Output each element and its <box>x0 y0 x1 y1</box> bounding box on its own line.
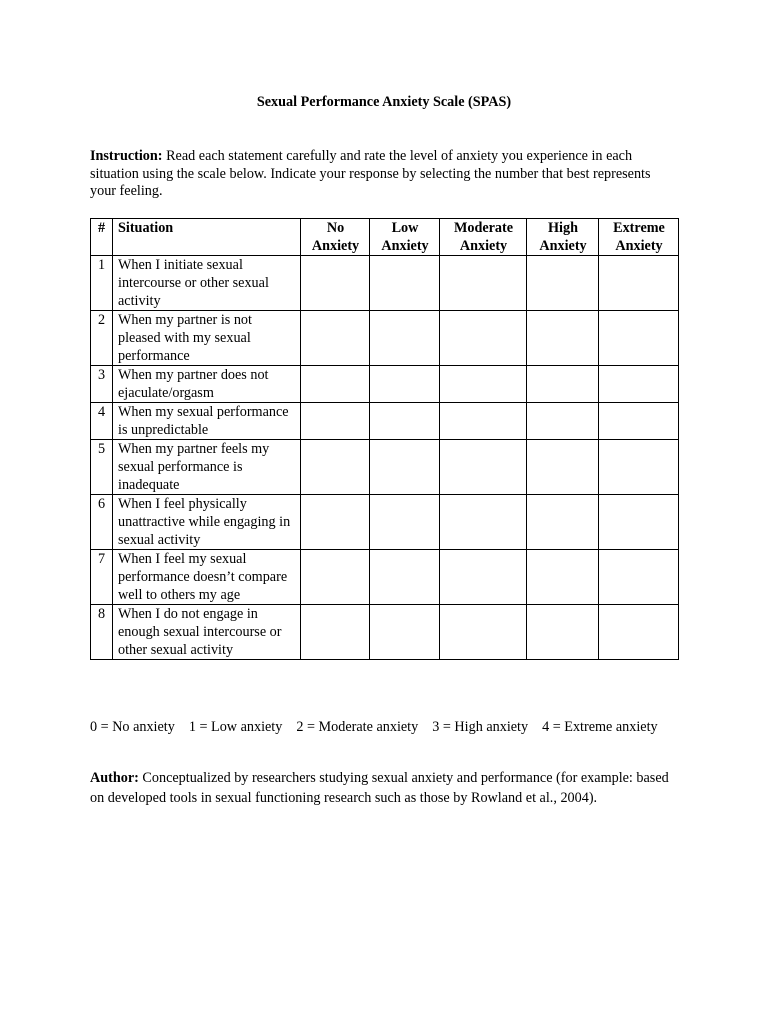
table-row <box>91 495 679 550</box>
response-cell-extreme-anxiety[interactable] <box>599 403 679 440</box>
response-cell-low-anxiety[interactable] <box>370 440 440 495</box>
response-cell-no-anxiety[interactable] <box>301 440 370 495</box>
scale-legend <box>90 719 678 737</box>
header-moderate-anxiety: Moderate Anxiety <box>440 219 527 256</box>
row-situation: When my partner does not ejaculate/orgasm <box>113 366 301 403</box>
response-cell-extreme-anxiety[interactable] <box>599 605 679 660</box>
row-number: 5 <box>91 440 113 495</box>
row-situation: When I feel my sexual performance doesn’t compare well to others my age <box>113 550 301 605</box>
scale-item: 0 = No anxiety <box>90 719 175 735</box>
response-cell-low-anxiety[interactable] <box>370 256 440 311</box>
response-cell-high-anxiety[interactable] <box>527 311 599 366</box>
response-cell-high-anxiety[interactable] <box>527 403 599 440</box>
response-cell-no-anxiety[interactable] <box>301 366 370 403</box>
response-cell-moderate-anxiety[interactable] <box>440 256 527 311</box>
table-row <box>91 550 679 605</box>
table-row <box>91 256 679 311</box>
header-number: # <box>91 219 113 256</box>
response-cell-no-anxiety[interactable] <box>301 256 370 311</box>
response-cell-no-anxiety[interactable] <box>301 550 370 605</box>
row-situation: When my partner is not pleased with my sexual performance <box>113 311 301 366</box>
table-header-row <box>91 219 679 256</box>
row-situation: When my sexual performance is unpredictable <box>113 403 301 440</box>
response-cell-high-anxiety[interactable] <box>527 256 599 311</box>
row-number: 7 <box>91 550 113 605</box>
row-number: 4 <box>91 403 113 440</box>
response-cell-extreme-anxiety[interactable] <box>599 550 679 605</box>
instruction-text: Read each statement carefully and rate the level of anxiety you experience in each situation using the scale below. Indicate your response by selecting the number that best represents your feeling. <box>90 148 651 199</box>
row-situation: When I initiate sexual intercourse or other sexual activity <box>113 256 301 311</box>
row-situation: When my partner feels my sexual performance is inadequate <box>113 440 301 495</box>
scale-item: 1 = Low anxiety <box>188 719 283 735</box>
response-cell-high-anxiety[interactable] <box>527 440 599 495</box>
row-number: 1 <box>91 256 113 311</box>
response-cell-low-anxiety[interactable] <box>370 550 440 605</box>
response-cell-moderate-anxiety[interactable] <box>440 311 527 366</box>
table-row <box>91 366 679 403</box>
spas-table <box>90 218 679 660</box>
header-situation: Situation <box>113 219 301 256</box>
header-low-anxiety: Low Anxiety <box>370 219 440 256</box>
row-number: 6 <box>91 495 113 550</box>
row-number: 2 <box>91 311 113 366</box>
response-cell-extreme-anxiety[interactable] <box>599 311 679 366</box>
response-cell-extreme-anxiety[interactable] <box>599 440 679 495</box>
instruction-paragraph <box>90 148 678 201</box>
instruction-label: Instruction: <box>90 148 163 164</box>
response-cell-moderate-anxiety[interactable] <box>440 495 527 550</box>
response-cell-moderate-anxiety[interactable] <box>440 440 527 495</box>
author-text: Conceptualized by researchers studying sexual anxiety and performance (for example: based on developed tools in sexual functioning research such as those by Rowland et al., 2004). <box>90 770 669 806</box>
author-label: Author: <box>90 770 139 786</box>
scale-item: 4 = Extreme anxiety <box>542 719 658 735</box>
row-situation: When I do not engage in enough sexual intercourse or other sexual activity <box>113 605 301 660</box>
row-number: 8 <box>91 605 113 660</box>
response-cell-no-anxiety[interactable] <box>301 495 370 550</box>
response-cell-moderate-anxiety[interactable] <box>440 366 527 403</box>
response-cell-moderate-anxiety[interactable] <box>440 550 527 605</box>
response-cell-extreme-anxiety[interactable] <box>599 495 679 550</box>
row-situation: When I feel physically unattractive while engaging in sexual activity <box>113 495 301 550</box>
author-paragraph <box>90 768 678 808</box>
header-extreme-anxiety: Extreme Anxiety <box>599 219 679 256</box>
response-cell-high-anxiety[interactable] <box>527 550 599 605</box>
row-number: 3 <box>91 366 113 403</box>
response-cell-moderate-anxiety[interactable] <box>440 605 527 660</box>
header-no-anxiety: No Anxiety <box>301 219 370 256</box>
response-cell-extreme-anxiety[interactable] <box>599 256 679 311</box>
table-row <box>91 403 679 440</box>
response-cell-low-anxiety[interactable] <box>370 311 440 366</box>
response-cell-high-anxiety[interactable] <box>527 605 599 660</box>
response-cell-low-anxiety[interactable] <box>370 605 440 660</box>
response-cell-low-anxiety[interactable] <box>370 366 440 403</box>
response-cell-no-anxiety[interactable] <box>301 403 370 440</box>
table-row <box>91 605 679 660</box>
scale-item: 2 = Moderate anxiety <box>296 719 419 735</box>
response-cell-high-anxiety[interactable] <box>527 495 599 550</box>
response-cell-no-anxiety[interactable] <box>301 605 370 660</box>
scale-item: 3 = High anxiety <box>432 719 529 735</box>
response-cell-low-anxiety[interactable] <box>370 495 440 550</box>
response-cell-no-anxiety[interactable] <box>301 311 370 366</box>
response-cell-high-anxiety[interactable] <box>527 366 599 403</box>
response-cell-extreme-anxiety[interactable] <box>599 366 679 403</box>
header-high-anxiety: High Anxiety <box>527 219 599 256</box>
table-row <box>91 311 679 366</box>
response-cell-moderate-anxiety[interactable] <box>440 403 527 440</box>
response-cell-low-anxiety[interactable] <box>370 403 440 440</box>
document-title: Sexual Performance Anxiety Scale (SPAS) <box>256 94 512 110</box>
table-row <box>91 440 679 495</box>
